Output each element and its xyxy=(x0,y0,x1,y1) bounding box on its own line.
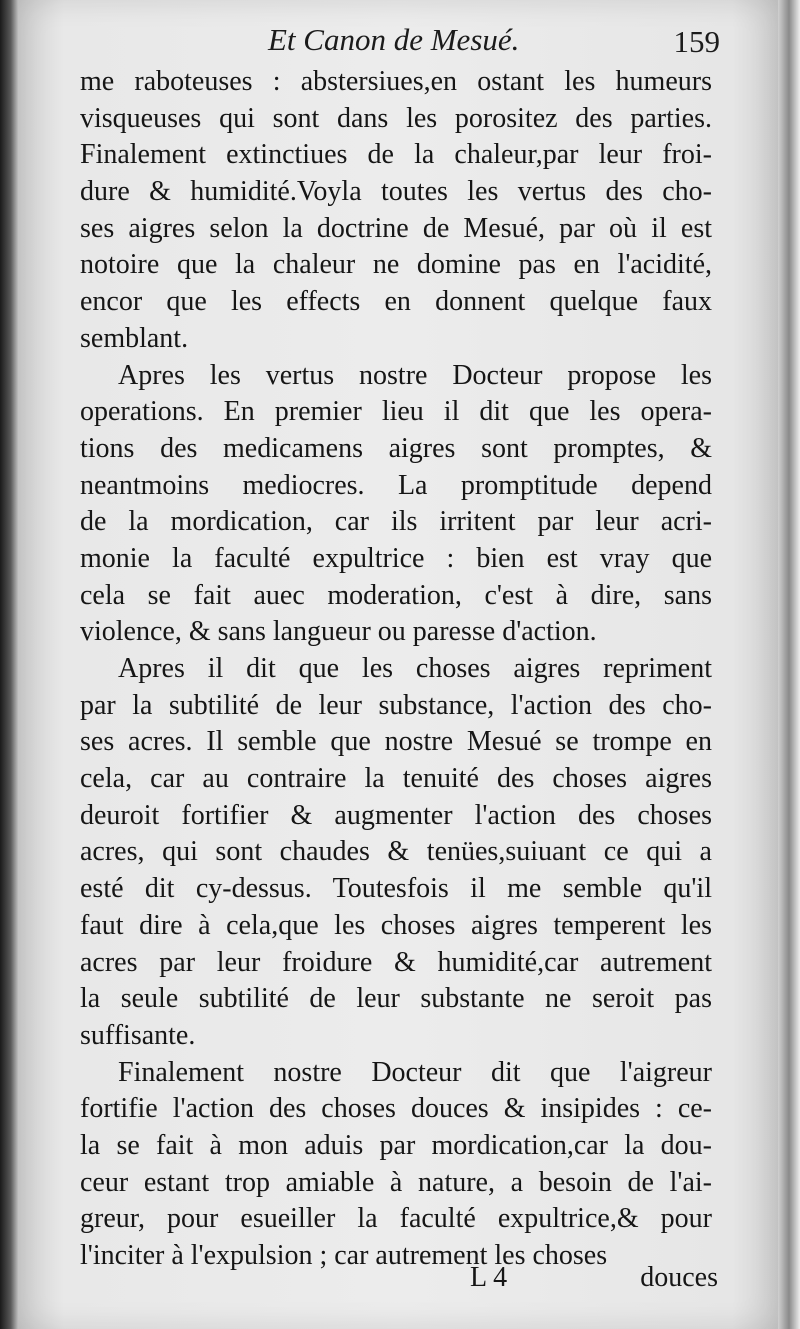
page-footer xyxy=(78,1262,718,1298)
text-line: faut dire à cela,que les choses aigres temperent les xyxy=(80,909,712,941)
page-edge xyxy=(778,0,800,1329)
text-line: encor que les effects en donnent quelque faux xyxy=(80,286,712,318)
text-line: violence, & sans langueur ou paresse d'action. xyxy=(80,616,597,648)
page-number: 159 xyxy=(673,24,720,59)
text-line: Apres il dit que les choses aigres repriment xyxy=(118,653,712,684)
text-line: ses acres. Il semble que nostre Mesué se trompe en xyxy=(80,726,712,758)
page-header xyxy=(78,22,728,62)
text-line: esté dit cy-dessus. Toutesfois il me semble qu'il xyxy=(80,873,712,905)
text-line: Finalement nostre Docteur dit que l'aigreur xyxy=(118,1056,712,1088)
text-line: Finalement extinctiues de la chaleur,par leur froi- xyxy=(80,139,712,171)
text-line: de la mordication, car ils irritent par leur acri- xyxy=(80,506,712,538)
text-line: me raboteuses : abstersiues,en ostant les humeurs xyxy=(80,66,712,97)
text-line: notoire que la chaleur ne domine pas en l'acidité, xyxy=(80,249,712,281)
signature-mark: L 4 xyxy=(470,1262,508,1293)
text-line: par la subtilité de leur substance, l'action des cho- xyxy=(80,689,712,721)
paragraph xyxy=(80,651,712,1055)
paragraph xyxy=(80,1055,712,1275)
text-line: visqueuses qui sont dans les porositez des parties. xyxy=(80,102,712,134)
book-page xyxy=(18,0,778,1329)
text-line: cela se fait auec moderation, c'est à dire, sans xyxy=(80,579,712,611)
text-line: monie la faculté expultrice : bien est vray que xyxy=(80,542,712,574)
text-line: cela, car au contraire la tenuité des choses aigres xyxy=(80,763,712,795)
text-line: neantmoins mediocres. La promptitude depend xyxy=(80,469,712,501)
text-line: la seule subtilité de leur substante ne seroit pas xyxy=(80,983,712,1015)
text-line: suffisante. xyxy=(80,1019,196,1051)
text-line: Apres les vertus nostre Docteur propose les xyxy=(118,359,712,391)
paragraph xyxy=(80,358,712,652)
text-line: acres par leur froidure & humidité,car autrement xyxy=(80,946,712,978)
text-line: deuroit fortifier & augmenter l'action des choses xyxy=(80,799,712,831)
body-text xyxy=(80,64,712,1275)
text-line: ses aigres selon la doctrine de Mesué, par où il est xyxy=(80,212,712,244)
text-line: tions des medicamens aigres sont promptes, & xyxy=(80,432,712,464)
text-line: acres, qui sont chaudes & tenües,suiuant ce qui a xyxy=(80,836,712,868)
text-line: ceur estant trop amiable à nature, a besoin de l'ai- xyxy=(80,1166,712,1198)
text-line: dure & humidité.Voyla toutes les vertus des cho- xyxy=(80,176,712,208)
text-line: operations. En premier lieu il dit que les opera- xyxy=(80,396,712,428)
text-line: semblant. xyxy=(80,322,189,354)
catchword: douces xyxy=(640,1262,718,1293)
paragraph xyxy=(80,64,712,358)
running-title: Et Canon de Mesué. xyxy=(268,22,520,57)
text-line: fortifie l'action des choses douces & insipides : ce- xyxy=(80,1093,712,1125)
text-line: la se fait à mon aduis par mordication,car la dou- xyxy=(80,1129,712,1161)
text-line: greur, pour esueiller la faculté expultrice,& pour xyxy=(80,1203,712,1235)
binding-shadow xyxy=(0,0,18,1329)
text-line: l'inciter à l'expulsion ; car autrement les choses xyxy=(80,1240,608,1271)
